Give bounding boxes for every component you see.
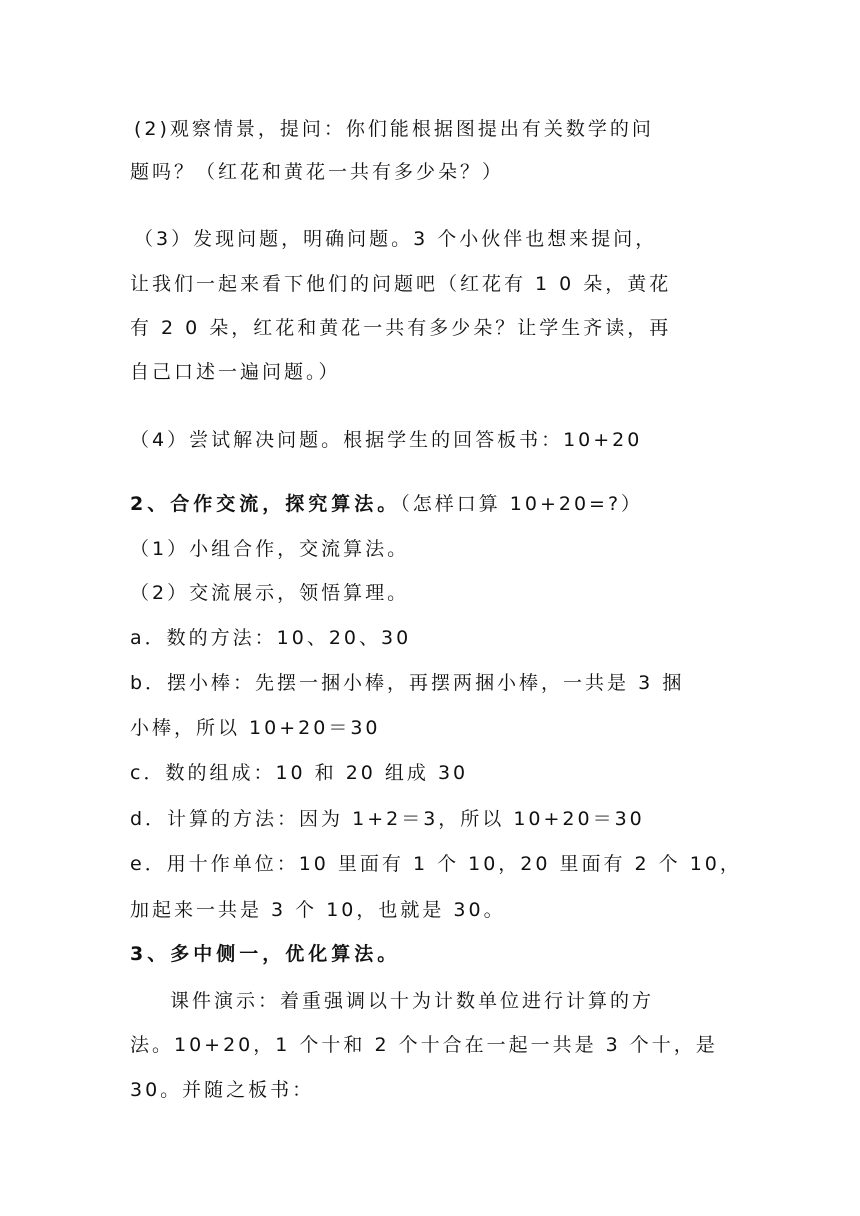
method-e-line-1: e．用十作单位：10 里面有 1 个 10，20 里面有 2 个 10， [130,853,742,875]
step-1: （1）小组合作，交流算法。 [130,538,410,560]
paragraph-3-line-3: 有 2 0 朵，红花和黄花一共有多少朵？让学生齐读，再 [130,317,672,339]
paragraph-4: （4）尝试解决问题。根据学生的回答板书：10+20 [130,429,643,451]
step-2: （2）交流展示，领悟算理。 [130,582,410,604]
section-2-heading [130,491,643,517]
method-b-line-2: 小棒，所以 10+20＝30 [130,717,381,739]
paragraph-2-line-1: (2)观察情景，提问：你们能根据图提出有关数学的问 [134,118,654,140]
method-a: a．数的方法：10、20、30 [130,627,412,649]
method-d: d．计算的方法：因为 1+2＝3，所以 10+20＝30 [130,808,645,830]
paragraph-3-line-2: 让我们一起来看下他们的问题吧（红花有 1 0 朵，黄花 [130,273,672,295]
section-2-heading-bold: 2、合作交流，探究算法。 [130,493,401,515]
method-b-line-1: b．摆小棒：先摆一捆小棒，再摆两捆小棒，一共是 3 捆 [130,672,685,694]
section-3-heading: 3、多中侧一，优化算法。 [130,943,401,965]
paragraph-3-line-4: 自己口述一遍问题。） [130,361,341,383]
paragraph-3-line-1: （3）发现问题，明确问题。3 个小伙伴也想来提问， [134,228,658,250]
paragraph-5-line-2: 法。10+20，1 个十和 2 个十合在一起一共是 3 个十，是 [130,1034,718,1056]
method-c: c．数的组成：10 和 20 组成 30 [130,762,469,784]
paragraph-5-line-1: 课件演示：着重强调以十为计数单位进行计算的方 [170,990,655,1012]
paragraph-2-line-2: 题吗？（红花和黄花一共有多少朵？） [130,161,505,183]
method-e-line-2: 加起来一共是 3 个 10，也就是 30。 [130,899,506,921]
paragraph-5-line-3: 30。并随之板书： [130,1079,315,1101]
section-2-heading-note: （怎样口算 10+20=?） [400,493,644,515]
